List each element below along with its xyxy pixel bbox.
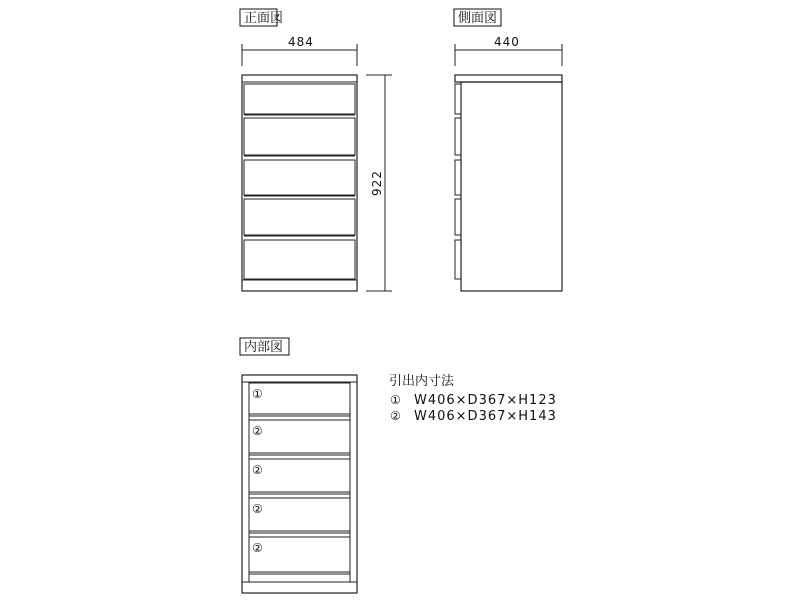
inner-drawer-marker-3: ② — [252, 463, 263, 477]
side-top-board — [455, 75, 562, 82]
specs-heading: 引出内寸法 — [389, 374, 455, 389]
width-label: 484 — [288, 35, 314, 49]
inner-drawers — [249, 383, 350, 574]
inner-drawer-1 — [249, 383, 350, 414]
side-drawer-front-1 — [455, 84, 461, 114]
inner-view-title: 内部図 — [244, 340, 284, 355]
front-drawer-2 — [244, 118, 355, 155]
side-drawer-front-3 — [455, 160, 461, 195]
side-drawers — [455, 84, 461, 279]
side-body — [461, 82, 562, 291]
inner-drawer-marker-5: ② — [252, 541, 263, 555]
drawer-inner-dimensions — [389, 373, 557, 424]
front-drawers — [244, 84, 355, 280]
inner-drawer-5 — [249, 537, 350, 572]
spec-1-marker: ① — [390, 393, 401, 407]
front-view — [240, 9, 392, 291]
front-drawer-3 — [244, 160, 355, 195]
inner-drawer-2 — [249, 420, 350, 453]
front-drawer-1 — [244, 84, 355, 114]
spec-2-text: W406×D367×H143 — [414, 409, 557, 424]
front-drawer-4 — [244, 199, 355, 235]
depth-label: 440 — [494, 35, 520, 49]
spec-1-text: W406×D367×H123 — [414, 393, 557, 408]
inner-drawer-marker-1: ① — [252, 387, 263, 401]
inner-drawer-marker-2: ② — [252, 424, 263, 438]
inner-drawer-marker-4: ② — [252, 502, 263, 516]
spec-2-marker: ② — [390, 409, 401, 423]
inner-drawer-3 — [249, 459, 350, 492]
side-drawer-front-2 — [455, 118, 461, 155]
side-drawer-front-5 — [455, 240, 461, 279]
front-view-title: 正面図 — [244, 11, 284, 26]
front-body — [242, 75, 357, 291]
side-view — [454, 9, 562, 291]
inner-view — [240, 338, 357, 593]
inner-drawer-4 — [249, 498, 350, 531]
side-view-title: 側面図 — [458, 11, 498, 26]
front-drawer-5 — [244, 240, 355, 279]
inner-body — [242, 375, 357, 593]
side-drawer-front-4 — [455, 199, 461, 235]
height-label: 922 — [370, 170, 384, 196]
